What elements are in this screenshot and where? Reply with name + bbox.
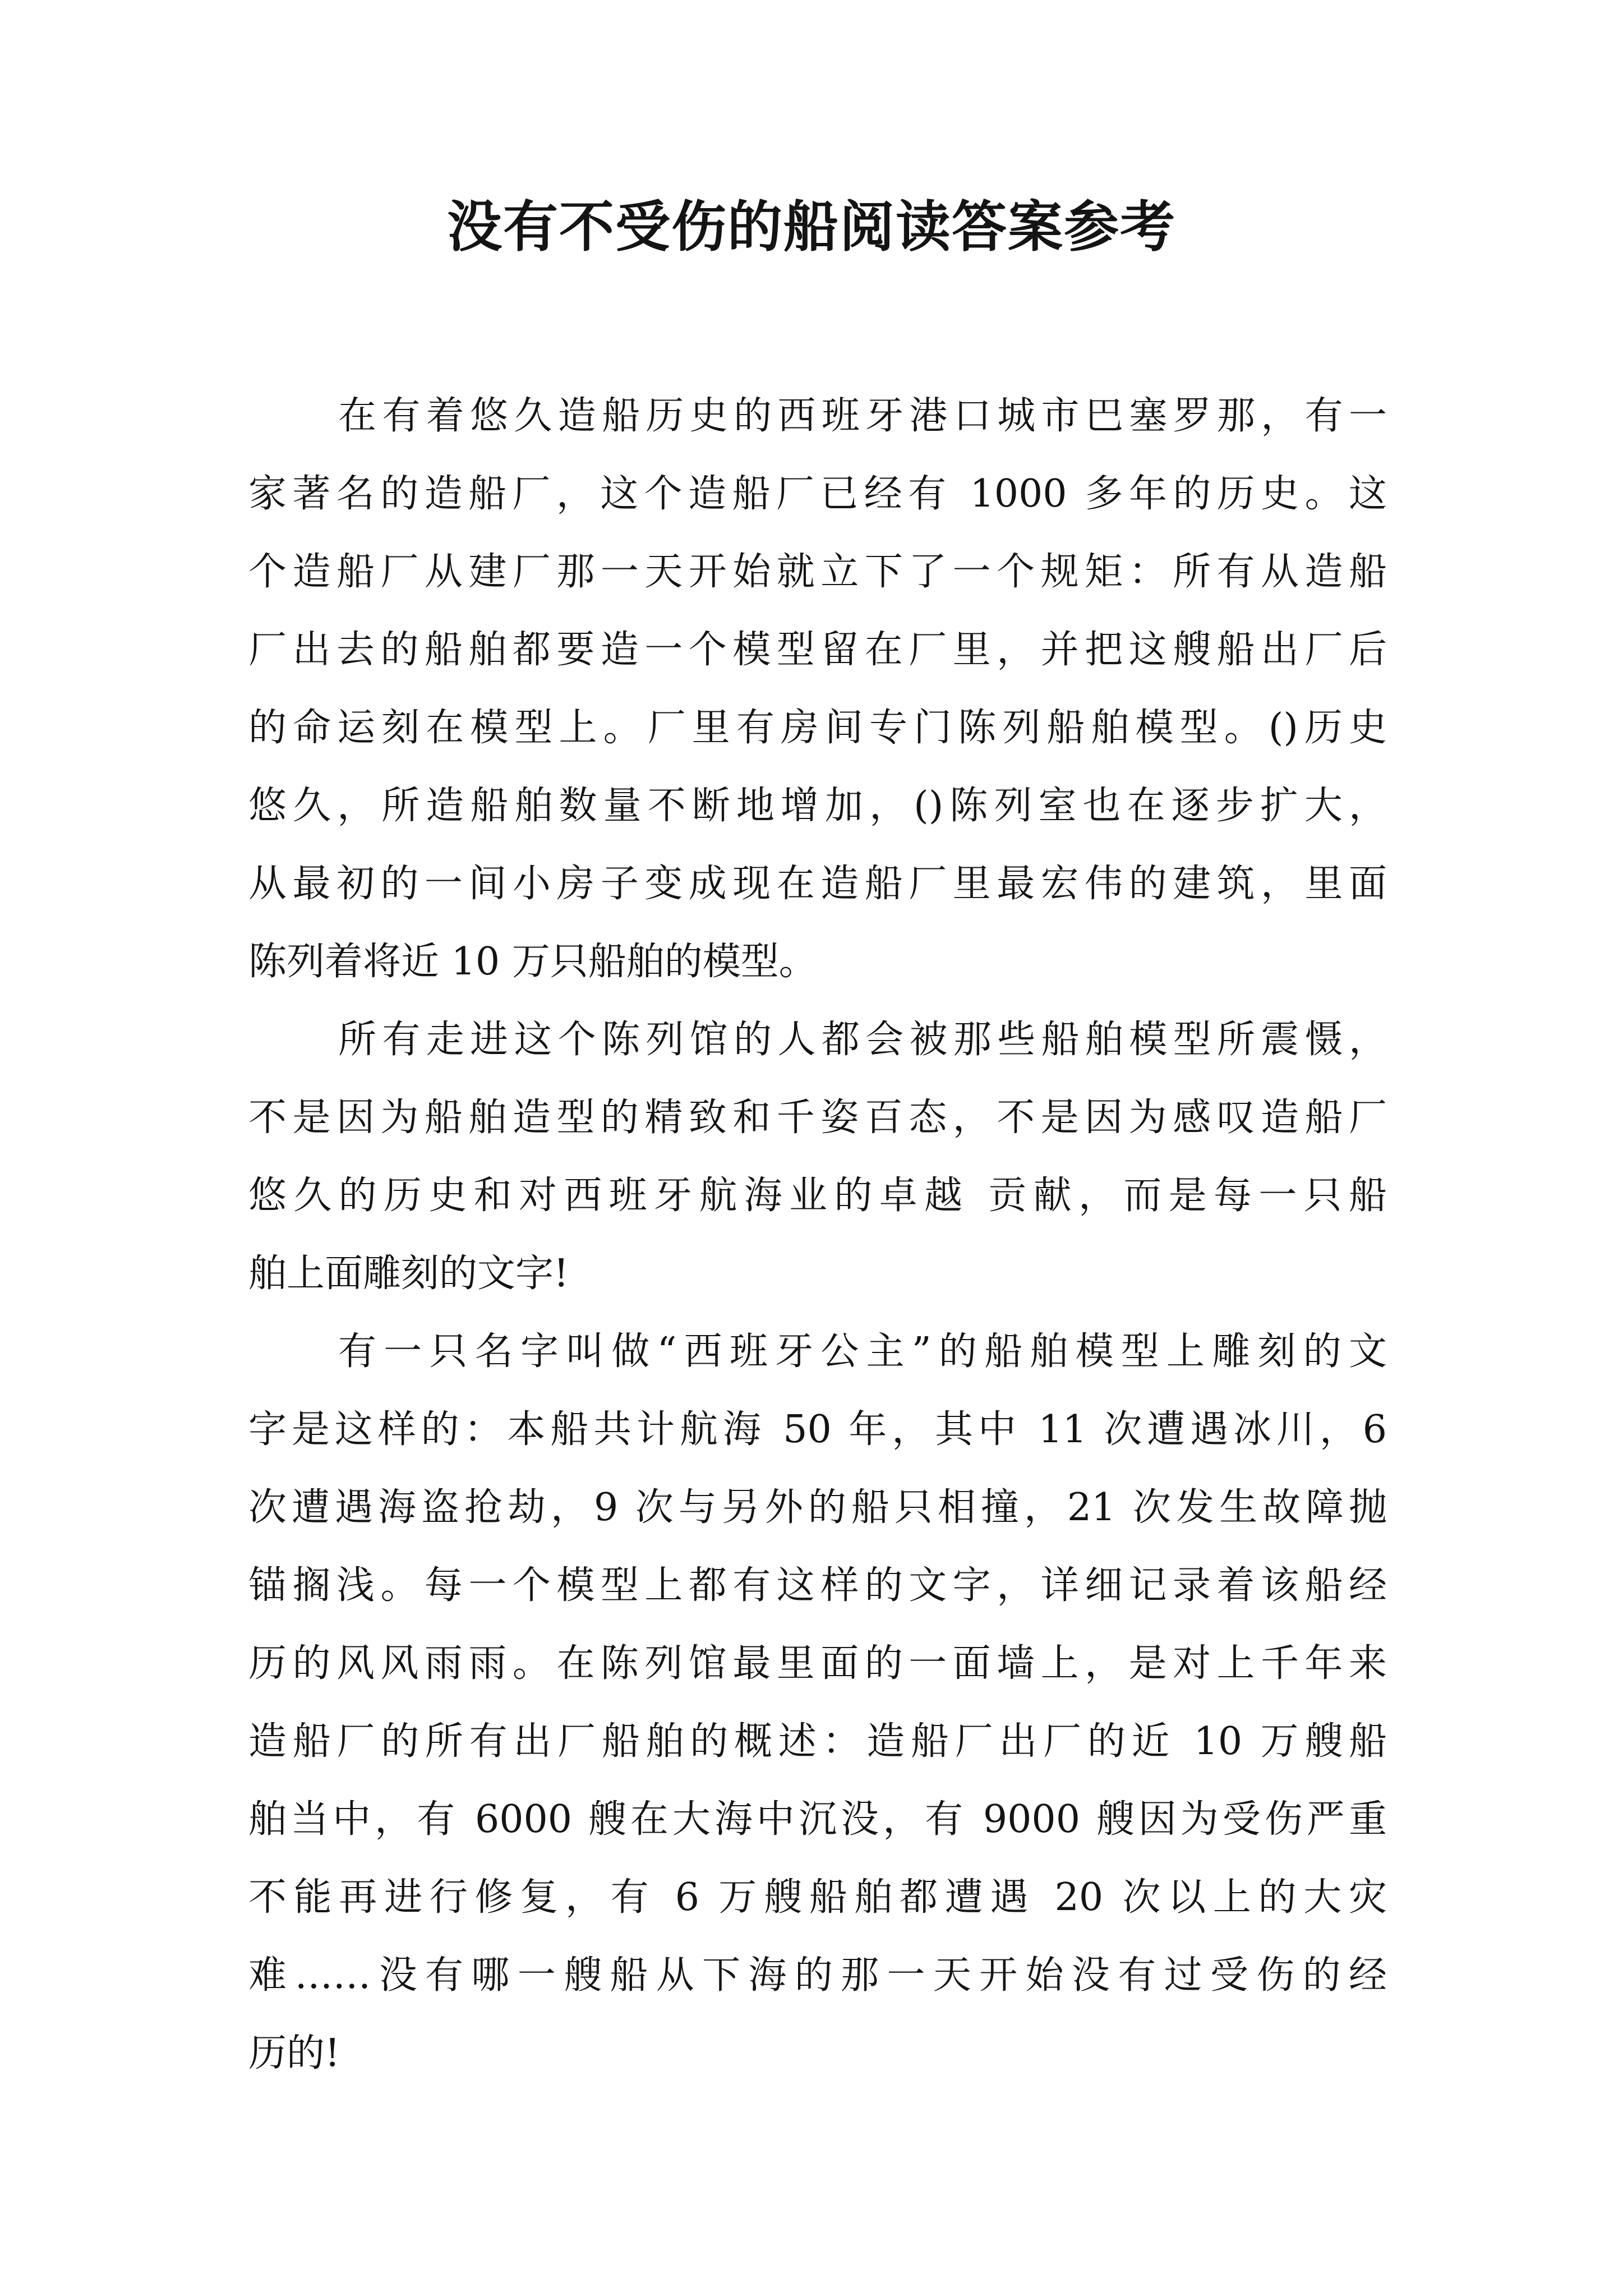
paragraph-1 bbox=[248, 377, 1387, 1001]
text-line: 在有着悠久造船历史的西班牙港口城市巴塞罗那，有一 bbox=[338, 394, 1387, 438]
text-line: 字是这样的：本船共计航海 50 年，其中 11 次遭遇冰川，6 bbox=[248, 1407, 1387, 1452]
text-line: 历的! bbox=[248, 2031, 340, 2076]
document-body bbox=[248, 377, 1387, 2092]
text-line: 不能再进行修复，有 6 万艘船舶都遭遇 20 次以上的大灾 bbox=[248, 1875, 1387, 1920]
text-line: 家著名的造船厂，这个造船厂已经有 1000 多年的历史。这 bbox=[248, 472, 1387, 516]
text-line: 次遭遇海盗抢劫，9 次与另外的船只相撞，21 次发生故障抛 bbox=[248, 1485, 1387, 1530]
text-line: 个造船厂从建厂那一天开始就立下了一个规矩：所有从造船 bbox=[248, 550, 1387, 594]
text-line: 锚搁浅。每一个模型上都有这样的文字，详细记录着该船经 bbox=[248, 1563, 1387, 1608]
text-line: 舶当中，有 6000 艘在大海中沉没，有 9000 艘因为受伤严重 bbox=[248, 1797, 1387, 1842]
text-line: 所有走进这个陈列馆的人都会被那些船舶模型所震慑， bbox=[338, 1018, 1387, 1062]
text-line: 造船厂的所有出厂船舶的概述：造船厂出厂的近 10 万艘船 bbox=[248, 1719, 1387, 1764]
text-line: 从最初的一间小房子变成现在造船厂里最宏伟的建筑，里面 bbox=[248, 862, 1387, 906]
text-line: 悠久的历史和对西班牙航海业的卓越 贡献，而是每一只船 bbox=[248, 1174, 1387, 1218]
document-title: 没有不受伤的船阅读答案参考 bbox=[446, 195, 1176, 259]
text-line: 历的风风雨雨。在陈列馆最里面的一面墙上，是对上千年来 bbox=[248, 1641, 1387, 1686]
paragraph-3 bbox=[248, 1313, 1387, 2092]
text-line: 陈列着将近 10 万只船舶的模型。 bbox=[248, 940, 817, 984]
text-line: 不是因为船舶造型的精致和千姿百态，不是因为感叹造船厂 bbox=[248, 1096, 1387, 1140]
text-line: 悠久，所造船舶数量不断地增加，()陈列室也在逐步扩大， bbox=[248, 784, 1387, 828]
text-line: 的命运刻在模型上。厂里有房间专门陈列船舶模型。()历史 bbox=[248, 706, 1387, 750]
text-line: 舶上面雕刻的文字! bbox=[248, 1251, 569, 1296]
text-line: 厂出去的船舶都要造一个模型留在厂里，并把这艘船出厂后 bbox=[248, 628, 1387, 672]
text-line: 难……没有哪一艘船从下海的那一天开始没有过受伤的经 bbox=[248, 1953, 1387, 1998]
paragraph-2 bbox=[248, 1001, 1387, 1313]
text-line: 有一只名字叫做“西班牙公主”的船舶模型上雕刻的文 bbox=[338, 1329, 1387, 1374]
